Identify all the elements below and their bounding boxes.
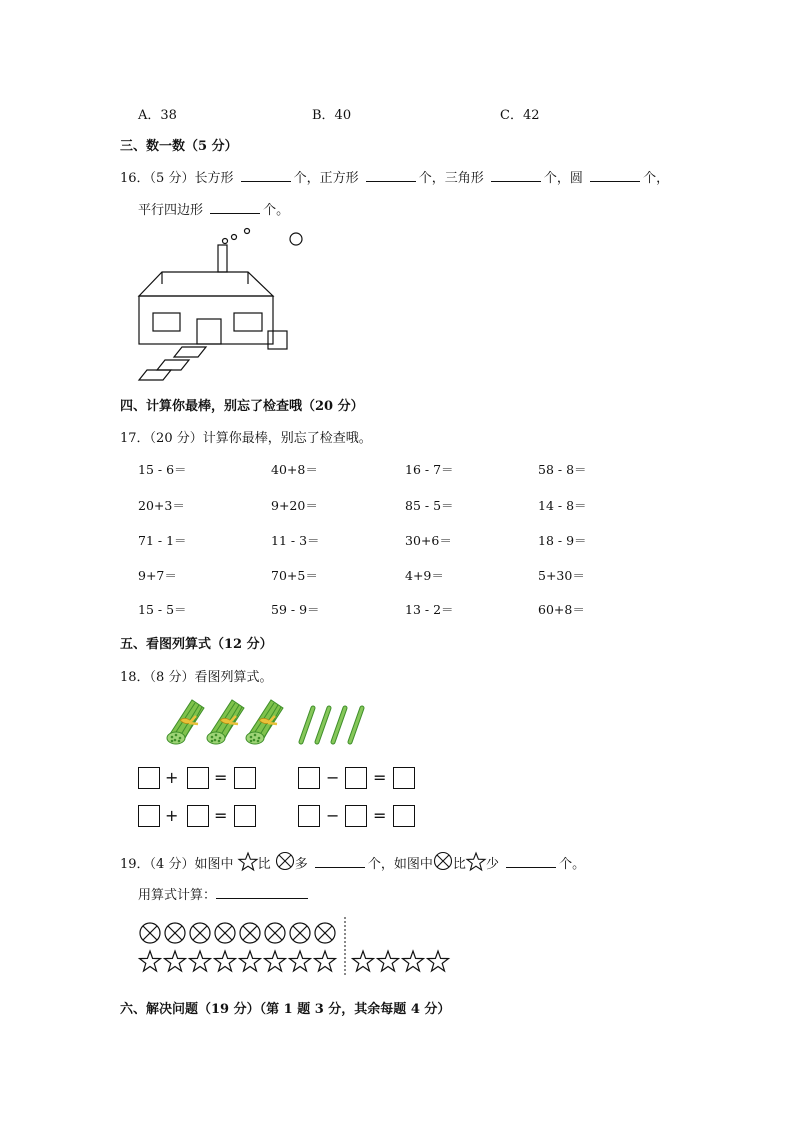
plus-sign: + <box>165 806 179 825</box>
calc-item: 13 - 2＝ <box>405 602 454 617</box>
equals-sign: = <box>214 768 228 787</box>
section-6-title: 六、解决问题（19 分）（第 1 题 3 分，其余每题 4 分） <box>120 1002 451 1017</box>
minus-sign: − <box>326 768 340 787</box>
q16-para-label: 平行四边形 <box>138 203 204 218</box>
calc-item: 58 - 8＝ <box>538 462 587 477</box>
calc-item: 9+20＝ <box>271 498 318 513</box>
q19-bi1: 比 <box>257 857 271 872</box>
section-3-title: 三、数一数（5 分） <box>120 139 238 154</box>
q16-number: 16．（5 分） <box>120 171 195 186</box>
q19-unit2: 个。 <box>559 857 586 872</box>
q18-stem: 18．（8 分）看图列算式。 <box>120 670 273 685</box>
q16-para-unit: 个。 <box>263 203 290 218</box>
section-4-title: 四、计算你最棒，别忘了检查哦（20 分） <box>120 399 364 414</box>
plus-sign: + <box>165 768 179 787</box>
equals-sign: = <box>373 768 387 787</box>
q16-square-unit: 个，三角形 <box>418 171 484 186</box>
equals-sign: = <box>214 806 228 825</box>
calc-item: 59 - 9＝ <box>271 602 320 617</box>
q19-duo: 多 <box>294 857 308 872</box>
calc-item: 30+6＝ <box>405 533 452 548</box>
calc-item: 11 - 3＝ <box>271 533 320 548</box>
option-b: B．40 <box>312 108 352 123</box>
calc-item: 9+7＝ <box>138 568 177 583</box>
option-a: A．38 <box>138 108 177 123</box>
q19-calc-label: 用算式计算： <box>138 888 217 903</box>
q19-bi2: 比 <box>452 857 466 872</box>
q19-shao: 少 <box>485 857 499 872</box>
q16-rect-label: 长方形 <box>194 171 234 186</box>
calc-item: 60+8＝ <box>538 602 585 617</box>
calc-item: 70+5＝ <box>271 568 318 583</box>
calc-item: 15 - 5＝ <box>138 602 187 617</box>
q19-unit1: 个，如图中 <box>367 857 433 872</box>
q16-triangle-unit: 个，圆 <box>543 171 583 186</box>
q17-stem: 17．（20 分）计算你最棒，别忘了检查哦。 <box>120 431 372 446</box>
calc-item: 18 - 9＝ <box>538 533 587 548</box>
q19-number: 19．（4 分）如图中 <box>120 857 234 872</box>
q16-circle-unit: 个， <box>643 171 670 186</box>
calc-item: 85 - 5＝ <box>405 498 454 513</box>
calc-item: 14 - 8＝ <box>538 498 587 513</box>
calc-item: 71 - 1＝ <box>138 533 187 548</box>
calc-item: 15 - 6＝ <box>138 462 187 477</box>
calc-item: 4+9＝ <box>405 568 444 583</box>
calc-item: 20+3＝ <box>138 498 185 513</box>
option-c: C．42 <box>500 108 540 123</box>
q16-rect-unit: 个，正方形 <box>293 171 359 186</box>
section-5-title: 五、看图列算式（12 分） <box>120 637 273 652</box>
calc-item: 16 - 7＝ <box>405 462 454 477</box>
equals-sign: = <box>373 806 387 825</box>
calc-item: 5+30＝ <box>538 568 585 583</box>
minus-sign: − <box>326 806 340 825</box>
calc-item: 40+8＝ <box>271 462 318 477</box>
